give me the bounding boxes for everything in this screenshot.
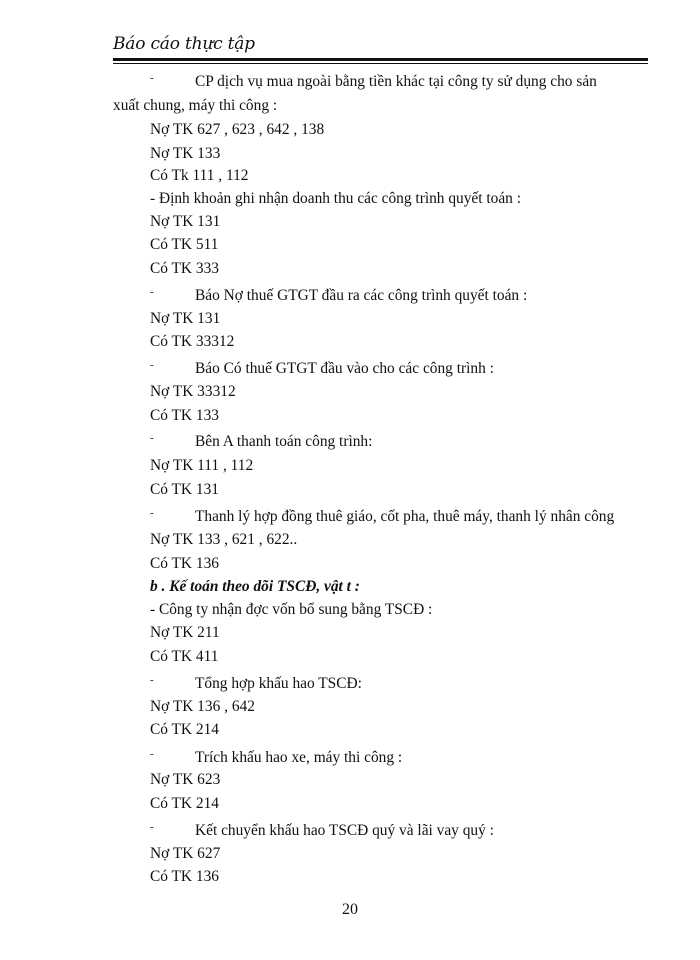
credit-line: Có TK 214 [150, 795, 219, 812]
debit-line: Nợ TK 211 [150, 624, 220, 641]
bullet-mark: - [150, 359, 154, 371]
credit-line: Có Tk 111 , 112 [150, 167, 249, 184]
bullet-mark: - [150, 748, 154, 760]
bullet-text: Tổng hợp khấu hao TSCĐ: [195, 675, 362, 692]
debit-line: Nợ TK 131 [150, 310, 221, 327]
bullet-text: Bên A thanh toán công trình: [195, 433, 373, 450]
bullet-text: Trích khấu hao xe, máy thi công : [195, 749, 403, 766]
bullet-text: Báo Có thuế GTGT đầu vào cho các công trình : [195, 360, 494, 377]
credit-line: Có TK 511 [150, 236, 219, 253]
debit-line: Nợ TK 627 [150, 845, 221, 862]
header-rule-thin [113, 63, 648, 64]
debit-line: Nợ TK 111 , 112 [150, 457, 254, 474]
debit-line: Nợ TK 627 , 623 , 642 , 138 [150, 121, 325, 138]
bullet-text: Thanh lý hợp đồng thuê giáo, cốt pha, thuê máy, thanh lý nhân công [195, 508, 615, 525]
header-rule-thick [113, 58, 648, 61]
bullet-text: Báo Nợ thuế GTGT đầu ra các công trình quyết toán : [195, 287, 528, 304]
section-heading: b . Kế toán theo dõi TSCĐ, vật t : [150, 578, 360, 595]
text-line: - Định khoản ghi nhận doanh thu các công trình quyết toán : [150, 190, 521, 207]
debit-line: Nợ TK 33312 [150, 383, 236, 400]
page-number: 20 [342, 901, 358, 918]
credit-line: Có TK 136 [150, 555, 219, 572]
bullet-text: Kết chuyển khấu hao TSCĐ quý và lãi vay quý : [195, 822, 494, 839]
bullet-mark: - [150, 674, 154, 686]
bullet-mark: - [150, 72, 154, 84]
text-line: xuất chung, máy thi công : [113, 97, 278, 114]
debit-line: Nợ TK 623 [150, 771, 221, 788]
credit-line: Có TK 133 [150, 407, 219, 424]
credit-line: Có TK 136 [150, 868, 219, 885]
header-title: Báo cáo thực tập [113, 34, 255, 54]
debit-line: Nợ TK 133 [150, 145, 221, 162]
debit-line: Nợ TK 133 , 621 , 622.. [150, 531, 298, 548]
debit-line: Nợ TK 131 [150, 213, 221, 230]
credit-line: Có TK 131 [150, 481, 219, 498]
credit-line: Có TK 411 [150, 648, 219, 665]
bullet-mark: - [150, 432, 154, 444]
bullet-mark: - [150, 507, 154, 519]
bullet-mark: - [150, 286, 154, 298]
credit-line: Có TK 214 [150, 721, 219, 738]
bullet-text: CP dịch vụ mua ngoài bằng tiền khác tại công ty sử dụng cho sản [195, 73, 597, 90]
debit-line: Nợ TK 136 , 642 [150, 698, 255, 715]
credit-line: Có TK 333 [150, 260, 219, 277]
bullet-mark: - [150, 821, 154, 833]
credit-line: Có TK 33312 [150, 333, 235, 350]
text-line: - Công ty nhận đợc vốn bổ sung bằng TSCĐ : [150, 601, 433, 618]
